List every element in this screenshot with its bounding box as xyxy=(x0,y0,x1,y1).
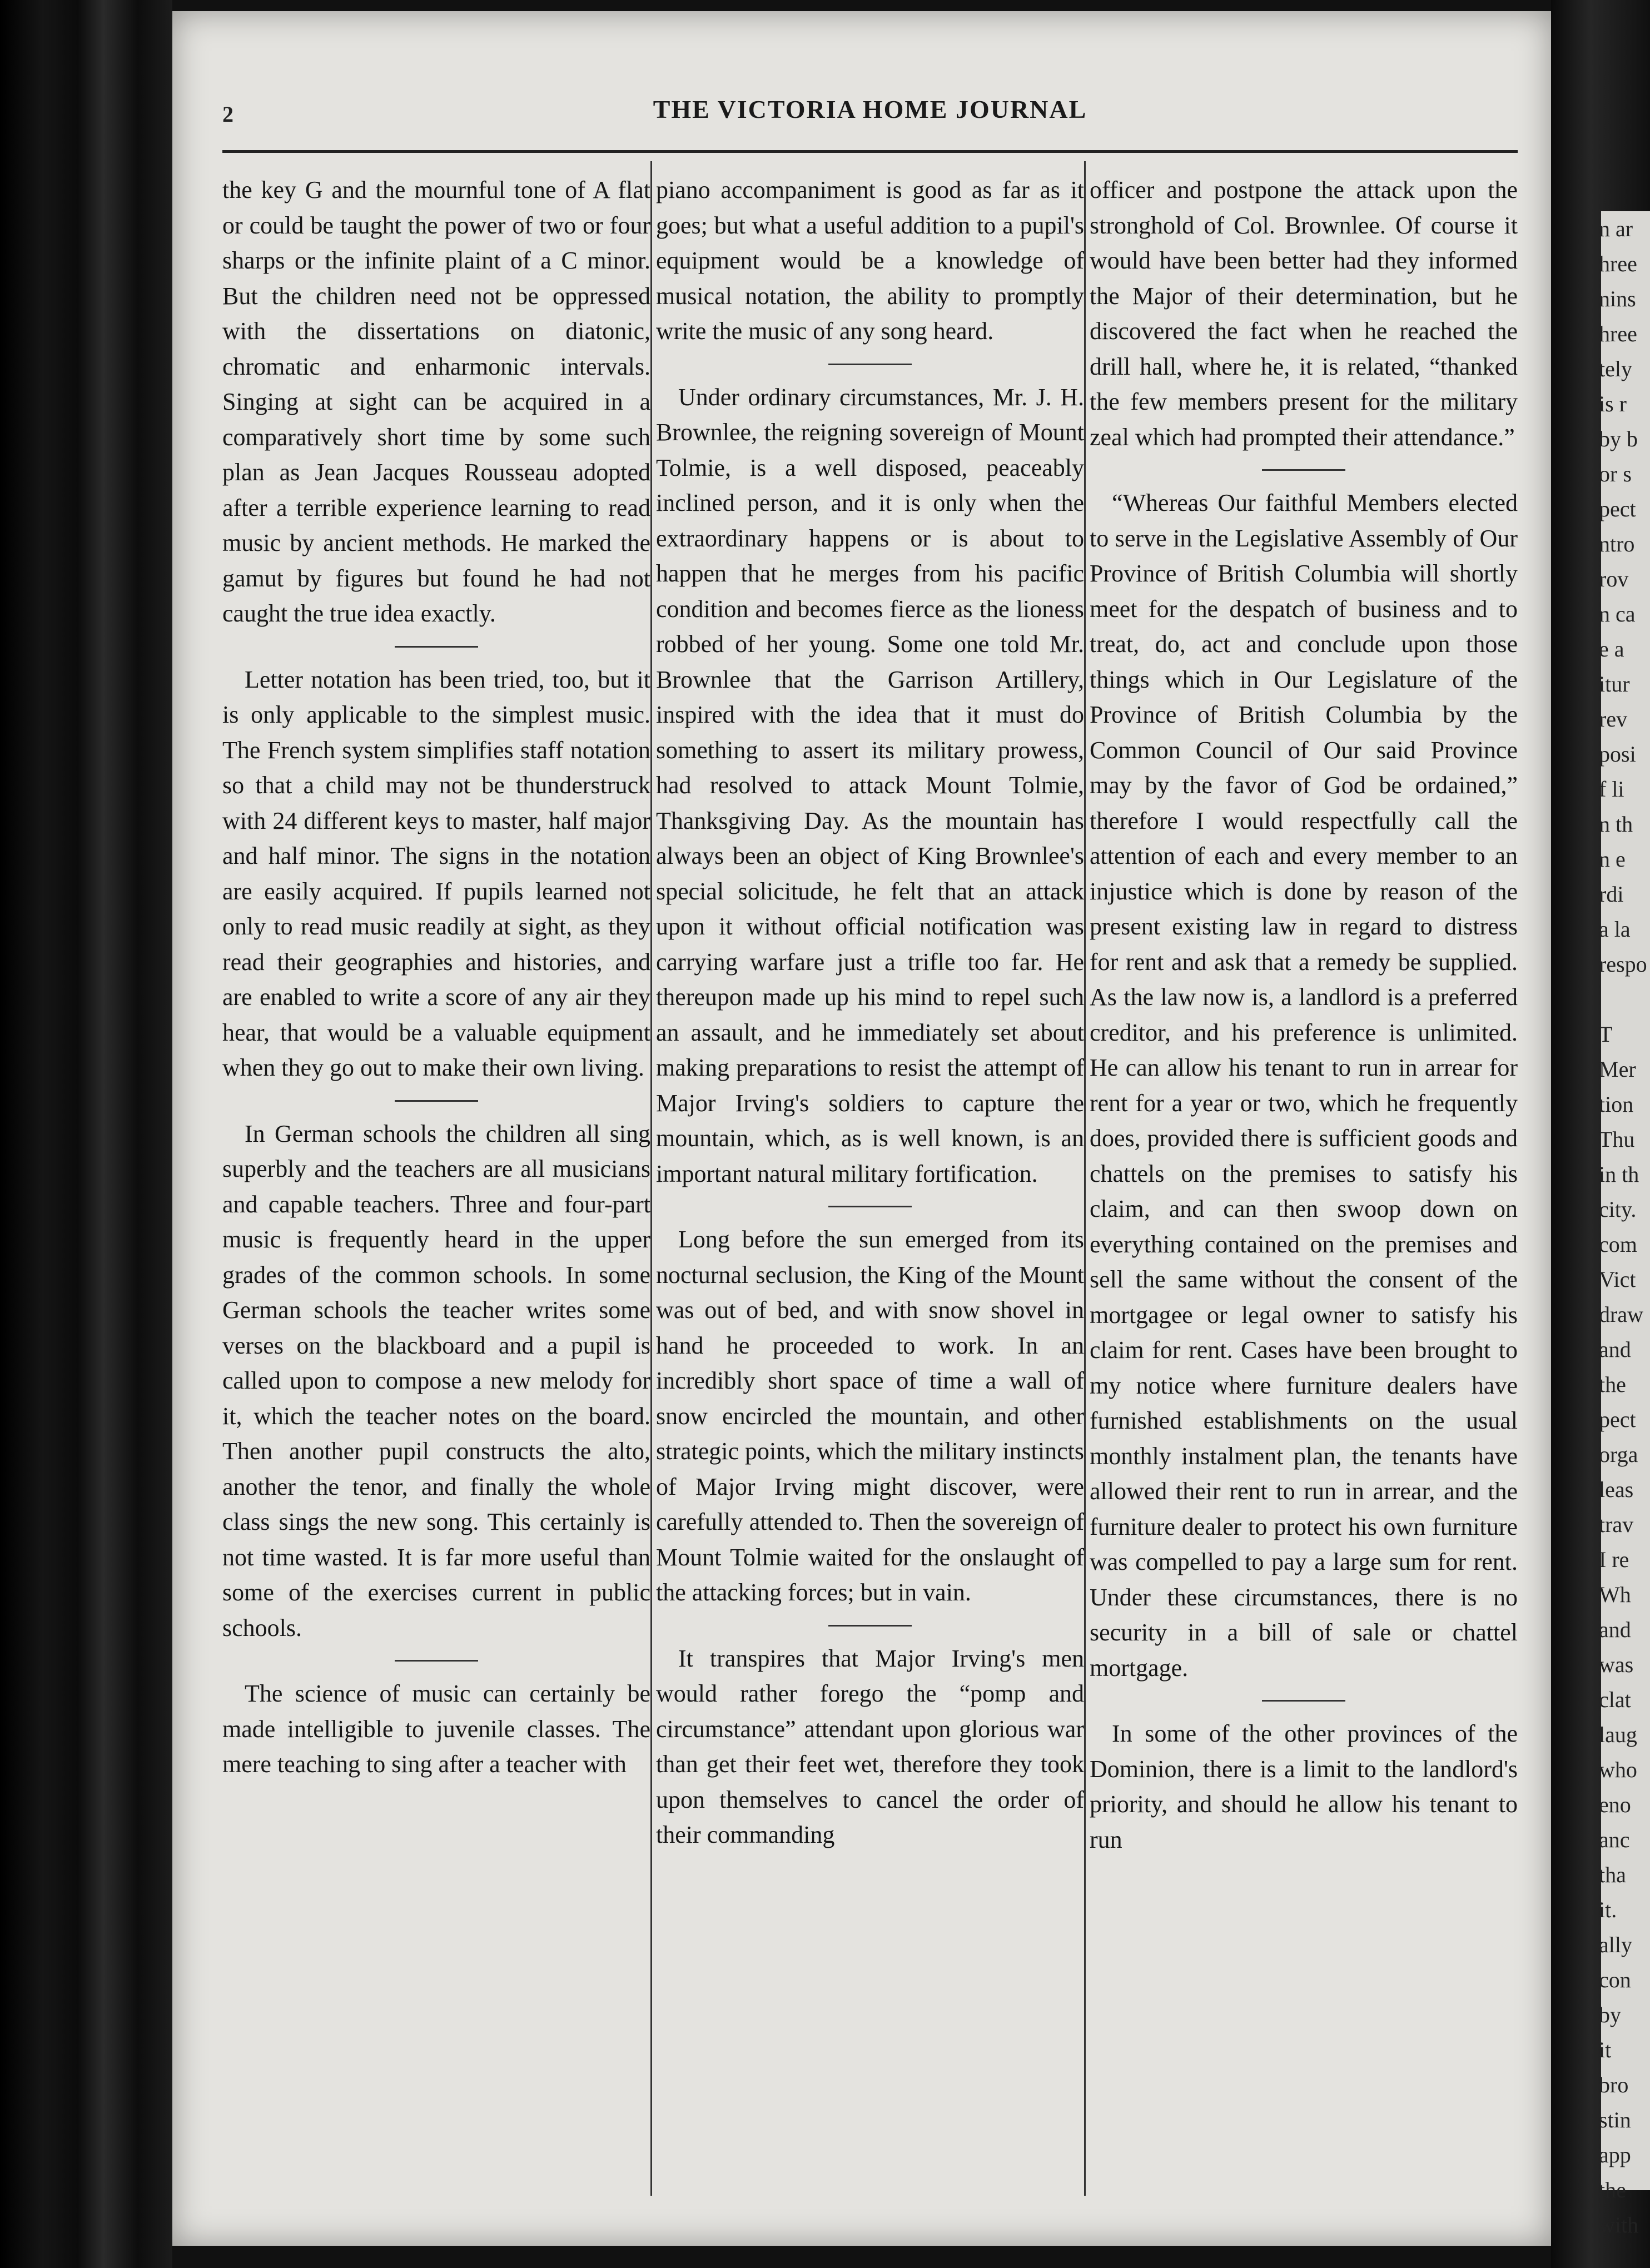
next-page-line-fragment: n th xyxy=(1599,812,1633,837)
next-page-line-fragment: by xyxy=(1599,2002,1621,2027)
next-page-line-fragment: was xyxy=(1599,1652,1634,1677)
next-page-line-fragment: hree xyxy=(1599,321,1637,346)
next-page-line-fragment xyxy=(1599,982,1650,1017)
next-page-line-fragment: Wh xyxy=(1599,1582,1631,1607)
column-2 xyxy=(656,172,1084,2185)
paragraph: officer and postpone the attack upon the stronghold of Col. Brownlee. Of course it would have been better had they informed the Major of their determination, but he discovered the fact when he reached the drill hall, where he, it is related, “thanked the few members present for the military zeal which had prompted their attendance.” xyxy=(1090,176,1518,451)
section-separator xyxy=(828,1206,912,1207)
column-rule xyxy=(650,161,652,2196)
next-page-line-fragment: tha xyxy=(1599,1862,1626,1887)
paragraph: piano accompaniment is good as far as it goes; but what a useful addition to a pupil's equipment would be a knowledge of musical notation, the ability to promptly write the music of any song heard. xyxy=(656,176,1084,345)
column-3 xyxy=(1090,172,1518,2185)
paragraph: The science of music can certainly be made intelligible to juvenile classes. The mere teaching to sing after a teacher with xyxy=(222,1680,650,1778)
paragraph: It transpires that Major Irving's men would rather forego the “pomp and circumstance” attendant upon glorious war than get their feet wet, therefore they took upon themselves to cancel the order of their commanding xyxy=(656,1644,1084,1848)
next-page-line-fragment: orga xyxy=(1599,1442,1638,1467)
column-rule xyxy=(1084,161,1086,2196)
next-page-line-fragment: Thu xyxy=(1599,1127,1635,1152)
next-page-line-fragment: draw xyxy=(1599,1302,1643,1327)
next-page-line-fragment: stin xyxy=(1599,2107,1631,2132)
next-page-line-fragment: is r xyxy=(1599,391,1627,416)
next-page-line-fragment: rov xyxy=(1599,566,1629,591)
next-page-line-fragment: city. xyxy=(1599,1197,1637,1222)
next-page-line-fragment: itur xyxy=(1599,672,1630,697)
page-header xyxy=(222,94,1518,145)
next-page-line-fragment: the xyxy=(1599,2177,1626,2202)
next-page-line-fragment: a la xyxy=(1599,917,1631,942)
paragraph: In German schools the children all sing superbly and the teachers are all musicians and capable teachers. Three and four-part music is frequently heard in the upper grades of the common schools. In some German schools the teacher writes some verses on the blackboard and a pupil is called upon to compose a new melody for it, which the teacher notes on the board. Then another pupil constructs the alto, another the tenor, and finally the whole class sings the new song. This certainly is not time wasted. It is far more useful than some of the exercises current in public schools. xyxy=(222,1120,650,1642)
next-page-line-fragment: pect xyxy=(1599,496,1636,521)
page-number: 2 xyxy=(222,102,233,127)
section-separator xyxy=(395,1100,478,1102)
next-page-line-fragment: and xyxy=(1599,1617,1631,1642)
header-rule xyxy=(222,150,1518,153)
masthead: THE VICTORIA HOME JOURNAL xyxy=(653,95,1087,123)
next-page-line-fragment: Mer xyxy=(1599,1057,1636,1082)
section-separator xyxy=(1262,1700,1345,1702)
next-page-line-fragment: laug xyxy=(1599,1722,1637,1747)
next-page-line-fragment: con xyxy=(1599,1967,1631,1992)
next-page-line-fragment: f li xyxy=(1599,777,1624,802)
column-1 xyxy=(222,172,650,2185)
next-page-line-fragment: posi xyxy=(1599,742,1636,767)
next-page-line-fragment: or s xyxy=(1599,461,1632,486)
next-page-line-fragment: rdi xyxy=(1599,882,1624,907)
section-separator xyxy=(828,1625,912,1627)
next-page-line-fragment: who xyxy=(1599,1757,1637,1782)
next-page-fragment xyxy=(1599,211,1650,2237)
binding-shadow xyxy=(0,0,172,2268)
next-page-line-fragment: I re xyxy=(1599,1547,1629,1572)
next-page-line-fragment: anc xyxy=(1599,1827,1630,1852)
next-page-line-fragment: tion xyxy=(1599,1092,1634,1117)
paragraph: Letter notation has been tried, too, but it is only applicable to the simplest music. The French system simplifies staff notation so that a child may not be thunderstruck with 24 different keys to master, half major and half minor. The signs in the notation are easily acquired. If pupils learned not only to read music readily at sight, as they read their geographies and histories, and are enabled to write a score of any air they hear, that would be a valuable equipment when they go out to make their own living. xyxy=(222,665,650,1081)
paragraph: the key G and the mournful tone of A flat or could be taught the power of two or four sharps or the infinite plaint of a C minor. But the children need not be oppressed with the dissertations on diatonic, chromatic and enharmonic intervals. Singing at sight can be acquired in a comparatively short time by some such plan as Jean Jacques Rousseau adopted after a terrible experience learning to read music by ancient methods. He marked the gamut by figures but found he had not caught the true idea exactly. xyxy=(222,176,650,627)
next-page-line-fragment: by b xyxy=(1599,426,1638,451)
next-page-line-fragment: it xyxy=(1599,2037,1612,2062)
next-page-line-fragment: tely xyxy=(1599,356,1632,381)
next-page-line-fragment: respo xyxy=(1599,952,1647,977)
next-page-line-fragment: ally xyxy=(1599,1932,1632,1957)
next-page-line-fragment: in th xyxy=(1599,1162,1639,1187)
next-page-line-fragment: pect xyxy=(1599,1407,1636,1432)
next-page-line-fragment: nins xyxy=(1599,286,1636,311)
section-separator xyxy=(1262,469,1345,471)
next-page-line-fragment: e a xyxy=(1599,636,1624,662)
section-separator xyxy=(828,364,912,365)
next-page-line-fragment: ntro xyxy=(1599,531,1635,556)
paragraph: “Whereas Our faithful Members elected to serve in the Legislative Assembly of Our Province of British Columbia will shortly meet for the despatch of business and to treat, do, act and conclude upon those things which in Our Legislature of the Province of British Columbia by the Common Council of Our said Province may by the favor of God be ordained,” therefore I would respectfully call the attention of each and every member to an injustice which is done by reason of the present existing law in regard to distress for rent and ask that a remedy be supplied. As the law now is, a landlord is a preferred creditor, and his preference is unlimited. He can allow his tenant to run in arrear for rent for a year or two, which he frequently does, provided there is sufficient goods and chattels on the premises to satisfy his claim, and can then swoop down on everything contained on the premises and sell the same without the consent of the mortgagee or legal owner to satisfy his claim for rent. Cases have been brought to my notice where furniture dealers have furnished establishments on the usual monthly instalment plan, the tenants have allowed their rent to run in arrear, and the furniture dealer to protect his own furniture was compelled to pay a large sum for rent. Under these circumstances, there is no security in a bill of sale or chattel mortgage. xyxy=(1090,489,1518,1682)
next-page-line-fragment: trav xyxy=(1599,1512,1634,1537)
next-page-line-fragment: hree xyxy=(1599,251,1637,276)
newspaper-page xyxy=(172,11,1551,2246)
next-page-line-fragment: with xyxy=(1599,2212,1639,2237)
next-page-line-fragment: app xyxy=(1599,2142,1631,2167)
next-page-line-fragment: n ar xyxy=(1599,216,1633,241)
section-separator xyxy=(395,646,478,648)
paragraph: Under ordinary circumstances, Mr. J. H. Brownlee, the reigning sovereign of Mount Tolmie, is a well disposed, peaceably inclined person, and it is only when the extraordinary happens or is about to happen that he merges from his pacific condition and becomes fierce as the lioness robbed of her young. Some one told Mr. Brownlee that the Garrison Artillery, inspired with the idea that it must do something to assert its military prowess, had resolved to attack Mount Tolmie, Thanksgiving Day. As the mountain has always been an object of King Brownlee's special solicitude, he felt that an attack upon it without official notification was carrying warfare just a trifle too far. He thereupon made up his mind to repel such an assault, and he immediately set about making preparations to resist the attempt of Major Irving's soldiers to capture the mountain, which, as is well known, is an important natural military fortification. xyxy=(656,383,1084,1187)
next-page-line-fragment: Vict xyxy=(1599,1267,1636,1292)
next-page-line-fragment: bro xyxy=(1599,2072,1629,2097)
next-page-line-fragment: the xyxy=(1599,1372,1626,1397)
next-page-line-fragment: eno xyxy=(1599,1792,1631,1817)
paragraph: In some of the other provinces of the Dominion, there is a limit to the landlord's priority, and should he allow his tenant to run xyxy=(1090,1720,1518,1853)
next-page-line-fragment: it. xyxy=(1599,1897,1617,1922)
next-page-line-fragment: n e xyxy=(1599,847,1626,872)
next-page-line-fragment: T xyxy=(1599,1022,1613,1047)
paragraph: Long before the sun emerged from its nocturnal seclusion, the King of the Mount was out of bed, and with snow shovel in hand he proceeded to work. In an incredibly short space of time a wall of snow encircled the mountain, and other strategic points, which the military instincts of Major Irving might discover, were carefully attended to. Then the sovereign of Mount Tolmie waited for the onslaught of the attacking forces; but in vain. xyxy=(656,1226,1084,1606)
next-page-line-fragment: com xyxy=(1599,1232,1637,1257)
next-page-line-fragment: clat xyxy=(1599,1687,1631,1712)
next-page-line-fragment: n ca xyxy=(1599,601,1636,626)
next-page-line-fragment: rev xyxy=(1599,707,1628,732)
section-separator xyxy=(395,1660,478,1662)
next-page-line-fragment: and xyxy=(1599,1337,1631,1362)
next-page-line-fragment: leas xyxy=(1599,1477,1634,1502)
